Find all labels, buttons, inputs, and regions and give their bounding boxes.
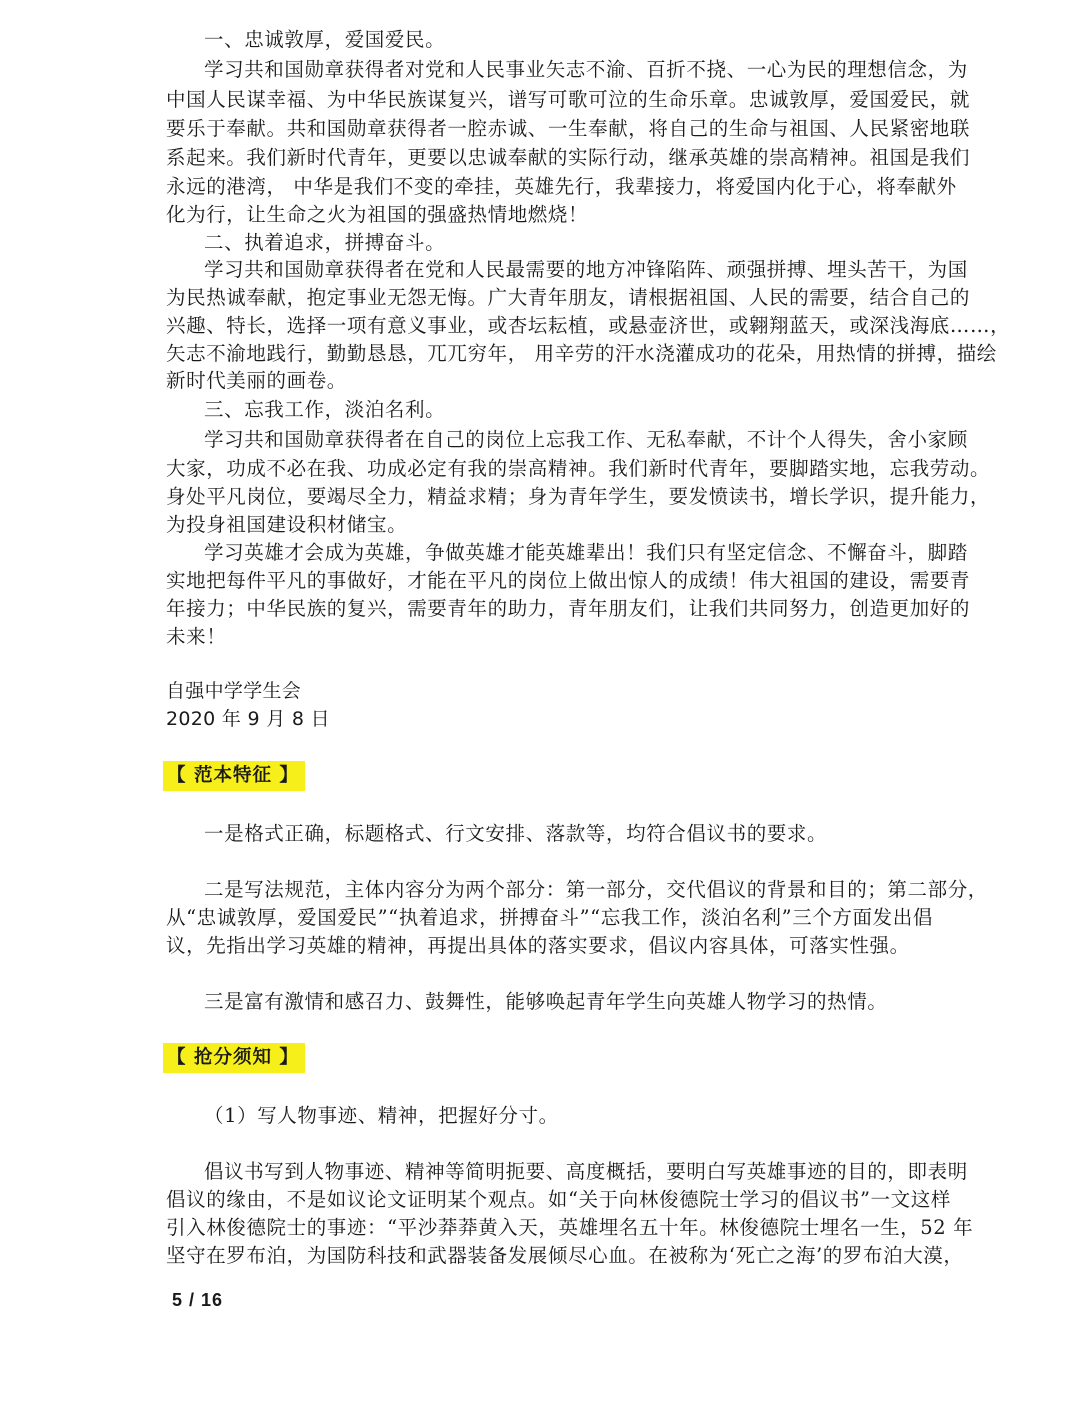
section3-line: 为投身祖国建设积材储宝。 [166,513,408,536]
tips-paragraph: 倡议的缘由，不是如议论文证明某个观点。如“关于向林俊德院士学习的倡议书”一文这样 [166,1188,951,1211]
section1-line: 要乐于奉献。共和国勋章获得者一腔赤诚、一生奉献，将自己的生命与祖国、人民紧密地联 [166,117,971,140]
section3-line: 学习共和国勋章获得者在自己的岗位上忘我工作、无私奉献，不计个人得失，舍小家顾 [204,428,968,451]
section1-line: 学习共和国勋章获得者对党和人民事业矢志不渝、百折不挠、一心为民的理想信念，为 [204,58,968,81]
tips-label: 【 抢分须知 】 [163,1043,305,1073]
tips-paragraph: 倡议书写到人物事迹、精神等简明扼要、高度概括，要明白写英雄事迹的目的，即表明 [204,1160,968,1183]
features-paragraph: 议，先指出学习英雄的精神，再提出具体的落实要求，倡议内容具体，可落实性强。 [166,934,910,957]
section2-heading: 二、执着追求，拼搏奋斗。 [204,231,446,254]
signature-date: 2020 年 9 月 8 日 [166,708,330,730]
signature-org: 自强中学学生会 [166,680,302,702]
section3-heading: 三、忘我工作，淡泊名利。 [204,398,446,421]
section1-line: 化为行，让生命之火为祖国的强盛热情地燃烧！ [166,203,589,226]
section2-line: 兴趣、特长，选择一项有意义事业，或杏坛耘植，或悬壶济世，或翱翔蓝天，或深浅海底……， [166,314,1011,337]
closing-line: 实地把每件平凡的事做好，才能在平凡的岗位上做出惊人的成绩！伟大祖国的建设，需要青 [166,569,971,592]
section2-line: 学习共和国勋章获得者在党和人民最需要的地方冲锋陷阵、顽强拼搏、埋头苦干，为国 [204,258,968,281]
features-paragraph: 三是富有激情和感召力、鼓舞性，能够唤起青年学生向英雄人物学习的热情。 [204,990,888,1013]
section1-heading: 一、忠诚敦厚，爱国爱民。 [204,28,446,51]
section2-line: 新时代美丽的画卷。 [166,369,347,392]
section1-line: 系起来。我们新时代青年，更要以忠诚奉献的实际行动，继承英雄的崇高精神。祖国是我们 [166,146,971,169]
features-label: 【 范本特征 】 [163,761,305,791]
tips-paragraph: 坚守在罗布泊，为国防科技和武器装备发展倾尽心血。在被称为‘死亡之海’的罗布泊大漠， [166,1244,964,1267]
closing-line: 未来！ [166,625,227,648]
page-number: 5 / 16 [172,1290,224,1310]
section1-line: 中国人民谋幸福、为中华民族谋复兴，谱写可歌可泣的生命乐章。忠诚敦厚，爱国爱民，就 [166,88,971,111]
tips-item: （1）写人物事迹、精神，把握好分寸。 [204,1104,559,1127]
section3-line: 大家，功成不必在我、功成必定有我的崇高精神。我们新时代青年，要脚踏实地，忘我劳动。 [166,457,991,480]
closing-line: 年接力；中华民族的复兴，需要青年的助力，青年朋友们，让我们共同努力，创造更加好的 [166,597,971,620]
features-paragraph: 二是写法规范，主体内容分为两个部分：第一部分，交代倡议的背景和目的；第二部分， [204,878,988,901]
features-paragraph: 从“忠诚敦厚，爱国爱民”“执着追求，拼搏奋斗”“忘我工作，淡泊名利”三个方面发出倡 [166,906,933,929]
section3-line: 身处平凡岗位，要竭尽全力，精益求精；身为青年学生，要发愤读书，增长学识，提升能力， [166,485,991,508]
tips-paragraph: 引入林俊德院士的事迹：“平沙莽莽黄入天，英雄埋名五十年。林俊德院士埋名一生，52 年 [166,1216,974,1239]
section2-line: 为民热诚奉献，抱定事业无怨无悔。广大青年朋友，请根据祖国、人民的需要，结合自己的 [166,286,971,309]
closing-line: 学习英雄才会成为英雄，争做英雄才能英雄辈出！我们只有坚定信念、不懈奋斗，脚踏 [204,541,968,564]
section1-line: 永远的港湾， 中华是我们不变的牵挂，英雄先行，我辈接力，将爱国内化于心，将奉献外 [166,175,957,198]
features-paragraph: 一是格式正确，标题格式、行文安排、落款等，均符合倡议书的要求。 [204,822,828,845]
section2-line: 矢志不渝地践行，勤勤恳恳，兀兀穷年， 用辛劳的汗水浇灌成功的花朵，用热情的拼搏，描绘 [166,342,997,365]
